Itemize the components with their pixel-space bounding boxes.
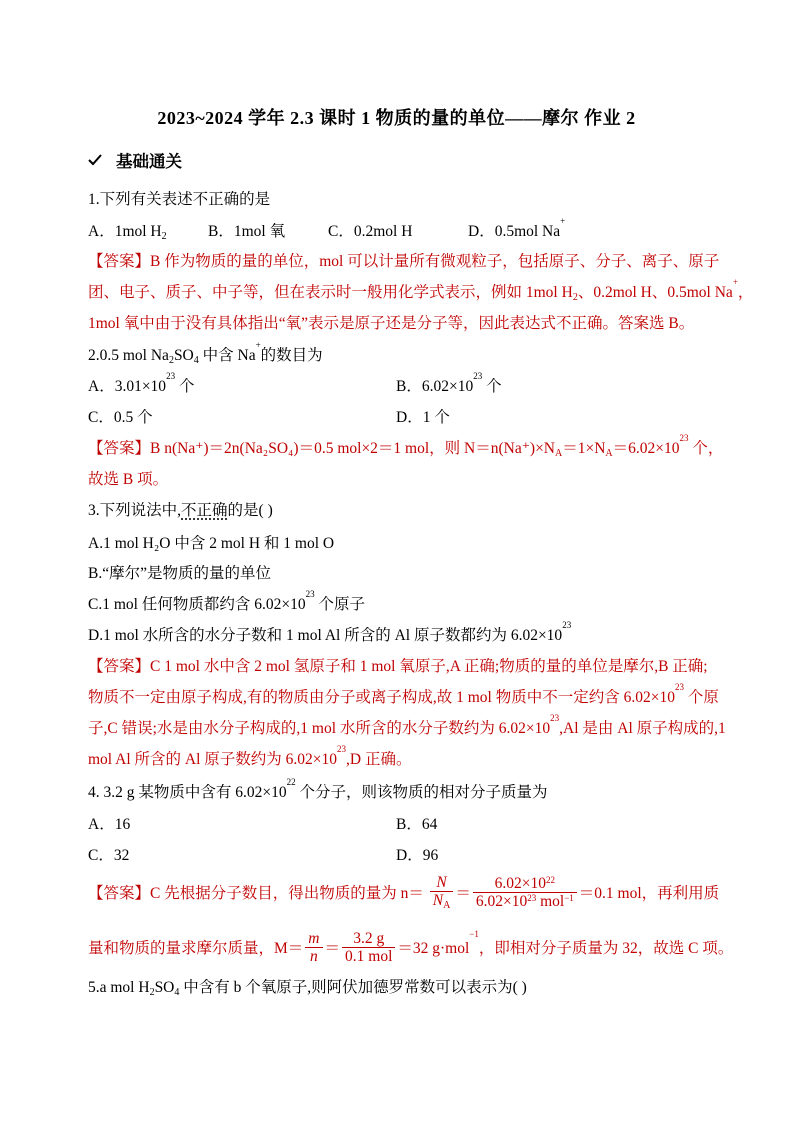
check-icon	[88, 152, 106, 172]
fraction-n-over-na: $\frac{N}{N_A}$	[430, 874, 454, 911]
answer-4-line-2: 量和物质的量求摩尔质量，M＝ $\frac{m}{n}$ ＝ $\frac{3.2 g}{\text{0.1 mol}}$ ＝32 g·mol$^{-1}$，即相对分子质量为 32，故选 C 项。	[88, 929, 734, 965]
fraction-m-over-n: $\frac{m}{n}$	[305, 930, 322, 965]
question-3-option-c: C.1 mol 任何物质都约含 $6.02\times 10^{23}$ 个原子	[88, 589, 365, 613]
answer-3-line-2: 物质不一定由原子构成,有的物质由分子或离子构成,故 1 mol 物质中不一定约含 $6.02\times 10^{23}$ 个原	[88, 682, 719, 706]
section-heading	[88, 148, 182, 172]
option-c: C．0.5 个	[88, 409, 153, 426]
answer-1-line-2: 团、电子、质子、中子等，但在表示时一般用化学式表示，例如 1mol $H_2$、0.2mol H、0.5mol Na+，	[88, 277, 754, 303]
option-a: A．16	[88, 816, 131, 833]
question-3-option-b: B.“摩尔”是物质的量的单位	[88, 565, 271, 582]
question-4-options-row-2	[88, 843, 438, 865]
option-a: A．$3.01\times 10^{23}$ 个	[88, 371, 195, 395]
question-2-stem: 2.0.5 mol $Na_2SO_4$ 中含 Na+的数目为	[88, 340, 323, 366]
fraction-molecules-over-avogadro: $\frac{6.02\times 10^{22}}{6.02\times 10^{23} mol^{-1}}$	[473, 875, 577, 910]
question-3-stem: 3.下列说法中,不正确的是( )	[88, 502, 273, 519]
option-a: A．1mol $H_2$	[88, 223, 167, 242]
option-b: B．64	[396, 816, 438, 833]
option-c: C．0.2mol H	[328, 223, 413, 240]
option-b: B．1mol 氧	[208, 223, 286, 240]
option-d: D．96	[396, 847, 439, 864]
question-2-options-row-1	[88, 371, 502, 396]
option-c: C．32	[88, 847, 130, 864]
answer-1-line-3: 1mol 氧中由于没有具体指出“氧”表示是原子还是分子等，因此表达式不正确。答案选 B。	[88, 315, 695, 332]
answer-1-line-1: 【答案】B 作为物质的量的单位，mol 可以计量所有微观粒子，包括原子、分子、离子、原子	[88, 253, 720, 270]
question-3-option-d: D.1 mol 水所含的水分子数和 1 mol Al 所含的 Al 原子数都约为 $6.02\times 10^{23}$	[88, 620, 572, 644]
option-d: D．1 个	[396, 409, 450, 426]
question-1-stem: 1.下列有关表述不正确的是	[88, 191, 271, 208]
section-label: 基础通关	[116, 152, 182, 171]
question-3-option-a: A.1 mol H₂O 中含 2 mol H 和 1 mol O	[88, 535, 335, 552]
question-5-stem: 5.a mol $H_2SO_4$ 中含有 b 个氧原子,则阿伏加德罗常数可以表示为( )	[88, 979, 527, 998]
question-1-options	[88, 216, 566, 242]
answer-4-line-1: 【答案】C 先根据分子数目，得出物质的量为 n＝ $\frac{N}{N_A}$ ＝ $\frac{6.02\times 10^{22}}{6.02\times 10^{23} mol^{-1}}$ ＝0.1 mol，再利用质	[88, 874, 720, 911]
page-title: 2023~2024 学年 2.3 课时 1 物质的量的单位——摩尔 作业 2	[157, 108, 636, 128]
option-d: D．0.5mol Na+	[468, 216, 566, 240]
option-b: B．$6.02\times 10^{23}$ 个	[396, 371, 502, 395]
question-4-options-row-1	[88, 812, 437, 834]
answer-3-line-1: 【答案】C 1 mol 水中含 2 mol 氢原子和 1 mol 氧原子,A 正确;物质的量的单位是摩尔,B 正确;	[88, 658, 708, 675]
fraction-mass-over-mol: $\frac{3.2 g}{\text{0.1 mol}}$	[342, 930, 395, 965]
question-4-stem: 4. 3.2 g 某物质中含有 $6.02\times 10^{22}$ 个分子，则该物质的相对分子质量为	[88, 777, 548, 801]
answer-3-line-3: 子,C 错误;水是由水分子构成的,1 mol 水所含的水分子数约为 $6.02\times 10^{23},Al$ 是由 Al 原子构成的,1	[88, 713, 726, 737]
answer-2-line-2: 故选 B 项。	[88, 471, 169, 488]
question-2-options-row-2	[88, 405, 450, 427]
answer-3-line-4: mol Al 所含的 Al 原子数约为 $6.02\times 10^{23},D$ 正确。	[88, 744, 412, 768]
answer-2-line-1: 【答案】B n(Na⁺)＝2n(Na₂SO₄)＝0.5 mol×2＝1 mol，则 $N=n(Na^+)\times N_A=1\times N_A=6.02\times 10^{23}$ 个，	[88, 433, 724, 459]
